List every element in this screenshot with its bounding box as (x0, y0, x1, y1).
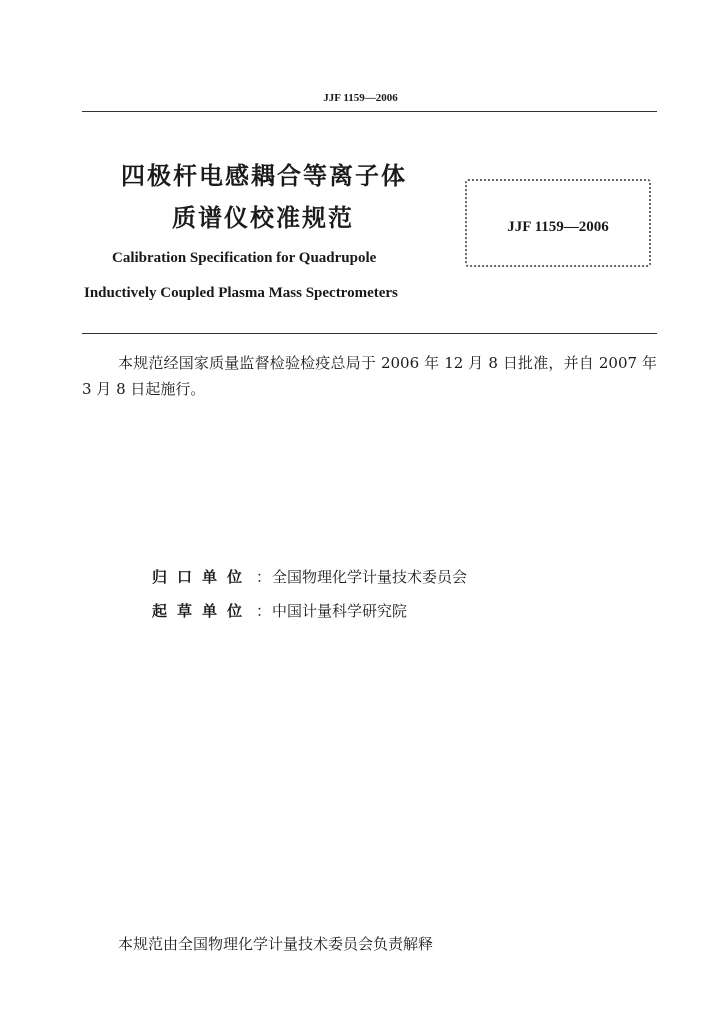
approval-statement: 本规范经国家质量监督检验检疫总局于 2006 年 12 月 8 日批准，并自 2007 年 3 月 8 日起施行。 (82, 354, 657, 398)
drafting-unit-colon: ： (256, 602, 272, 620)
responsible-unit-value: 全国物理化学计量技术委员会 (272, 568, 468, 586)
standard-code-box (465, 179, 651, 267)
drafting-unit-value: 中国计量科学研究院 (272, 602, 408, 620)
title-english-line2: Inductively Coupled Plasma Mass Spectrometers (84, 285, 398, 301)
standard-code: JJF 1159—2006 (507, 219, 609, 235)
responsible-unit-row (152, 566, 467, 587)
drafting-unit-row (152, 600, 407, 621)
responsible-unit-colon: ： (256, 568, 272, 586)
drafting-unit-label: 起草单位 (152, 602, 253, 620)
header-rule (82, 111, 657, 112)
title-chinese-line1: 四极杆电感耦合等离子体 (121, 162, 407, 190)
title-english-line1: Calibration Specification for Quadrupole (112, 250, 377, 266)
title-chinese-line2: 质谱仪校准规范 (172, 204, 354, 232)
running-header: JJF 1159—2006 (323, 92, 398, 104)
interpretation-statement: 本规范由全国物理化学计量技术委员会负责解释 (118, 935, 434, 953)
section-rule (82, 333, 657, 334)
responsible-unit-label: 归口单位 (152, 568, 253, 586)
